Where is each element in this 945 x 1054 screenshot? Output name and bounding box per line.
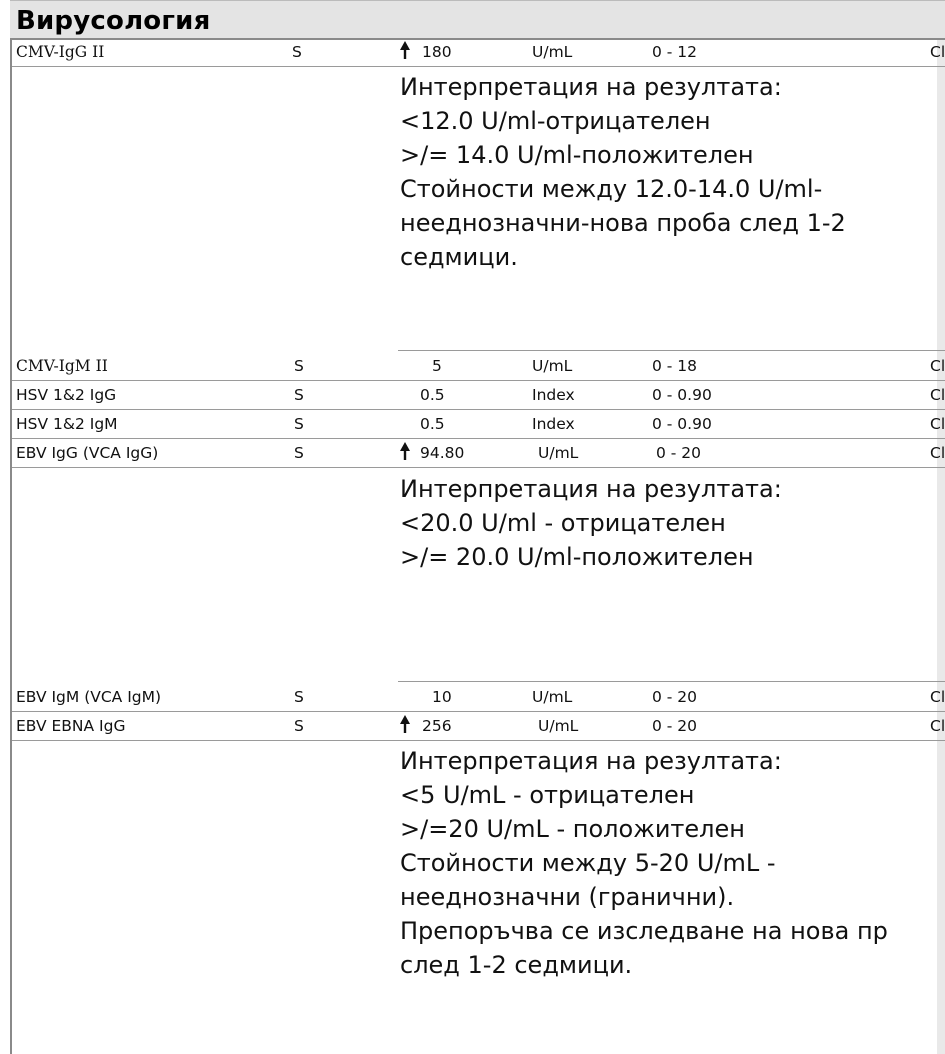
- specimen-type: S: [294, 415, 304, 433]
- result-row-hsv-igg: [12, 381, 945, 410]
- interpretation-line: Интерпретация на резултата:: [400, 73, 782, 101]
- trailing-code: Cl: [930, 688, 945, 706]
- test-name: HSV 1&2 IgM: [16, 415, 118, 433]
- arrow-up-icon: [400, 442, 410, 460]
- reference-range: 0 - 20: [652, 688, 698, 706]
- separator-line: [398, 350, 945, 351]
- test-name: CMV-IgG II: [16, 43, 105, 61]
- trailing-code: Cl: [930, 717, 945, 735]
- result-unit: U/mL: [532, 357, 573, 375]
- result-row-cmv-igm: [12, 352, 945, 381]
- result-unit: U/mL: [532, 688, 573, 706]
- trailing-code: Cl: [930, 43, 945, 61]
- reference-range: 0 - 0.90: [652, 386, 712, 404]
- result-value: 0.5: [420, 386, 445, 404]
- result-row-ebv-ebna-igg: [12, 712, 945, 741]
- specimen-type: S: [292, 43, 302, 61]
- interpretation-line: Препоръчва се изследване на нова пр: [400, 917, 888, 945]
- interpretation-line: >/= 20.0 U/ml-положителен: [400, 543, 754, 571]
- interpretation-line: >/= 14.0 U/ml-положителен: [400, 141, 754, 169]
- interpretation-block-ebv-ebna: [400, 744, 888, 982]
- result-row-hsv-igm: [12, 410, 945, 439]
- result-unit: U/mL: [538, 717, 579, 735]
- trailing-code: Cl: [930, 357, 945, 375]
- interpretation-line: нееднозначни (гранични).: [400, 883, 735, 911]
- interpretation-line: <20.0 U/ml - отрицателен: [400, 509, 726, 537]
- trailing-code: Cl: [930, 386, 945, 404]
- interpretation-line: >/=20 U/mL - положителен: [400, 815, 745, 843]
- interpretation-block-cmv: [400, 70, 846, 274]
- result-value: 0.5: [420, 415, 445, 433]
- test-name: HSV 1&2 IgG: [16, 386, 117, 404]
- interpretation-line: Интерпретация на резултата:: [400, 475, 782, 503]
- interpretation-line: след 1-2 седмици.: [400, 951, 633, 979]
- result-unit: U/mL: [532, 43, 573, 61]
- arrow-up-icon: [400, 715, 410, 733]
- result-value: 5: [432, 357, 442, 375]
- section-header: [10, 0, 945, 40]
- trailing-code: Cl: [930, 415, 945, 433]
- page-right-edge: [937, 38, 945, 1054]
- test-name: EBV IgM (VCA IgM): [16, 688, 162, 706]
- page-left-border: [10, 0, 12, 1054]
- reference-range: 0 - 18: [652, 357, 698, 375]
- separator-line: [398, 681, 945, 682]
- test-name: CMV-IgM II: [16, 357, 108, 375]
- result-value: 10: [432, 688, 452, 706]
- reference-range: 0 - 20: [652, 717, 698, 735]
- result-unit: Index: [532, 415, 575, 433]
- result-row-cmv-igg: [12, 38, 945, 67]
- interpretation-line: седмици.: [400, 243, 518, 271]
- result-row-ebv-vca-igm: [12, 683, 945, 712]
- result-value: 94.80: [420, 444, 465, 462]
- interpretation-block-ebv-vca: [400, 472, 782, 574]
- interpretation-line: <12.0 U/ml-отрицателен: [400, 107, 711, 135]
- reference-range: 0 - 12: [652, 43, 698, 61]
- specimen-type: S: [294, 357, 304, 375]
- arrow-up-icon: [400, 41, 410, 59]
- interpretation-line: нееднозначни-нова проба след 1-2: [400, 209, 846, 237]
- interpretation-line: Интерпретация на резултата:: [400, 747, 782, 775]
- section-title: Вирусология: [16, 6, 211, 36]
- result-value: 256: [422, 717, 452, 735]
- specimen-type: S: [294, 688, 304, 706]
- specimen-type: S: [294, 386, 304, 404]
- interpretation-line: Стойности между 12.0-14.0 U/ml-: [400, 175, 823, 203]
- result-value: 180: [422, 43, 452, 61]
- test-name: EBV EBNA IgG: [16, 717, 126, 735]
- specimen-type: S: [294, 717, 304, 735]
- test-name: EBV IgG (VCA IgG): [16, 444, 159, 462]
- specimen-type: S: [294, 444, 304, 462]
- reference-range: 0 - 0.90: [652, 415, 712, 433]
- interpretation-line: Стойности между 5-20 U/mL -: [400, 849, 776, 877]
- result-unit: U/mL: [538, 444, 579, 462]
- reference-range: 0 - 20: [656, 444, 702, 462]
- result-row-ebv-vca-igg: [12, 439, 945, 468]
- result-unit: Index: [532, 386, 575, 404]
- trailing-code: Cl: [930, 444, 945, 462]
- interpretation-line: <5 U/mL - отрицателен: [400, 781, 695, 809]
